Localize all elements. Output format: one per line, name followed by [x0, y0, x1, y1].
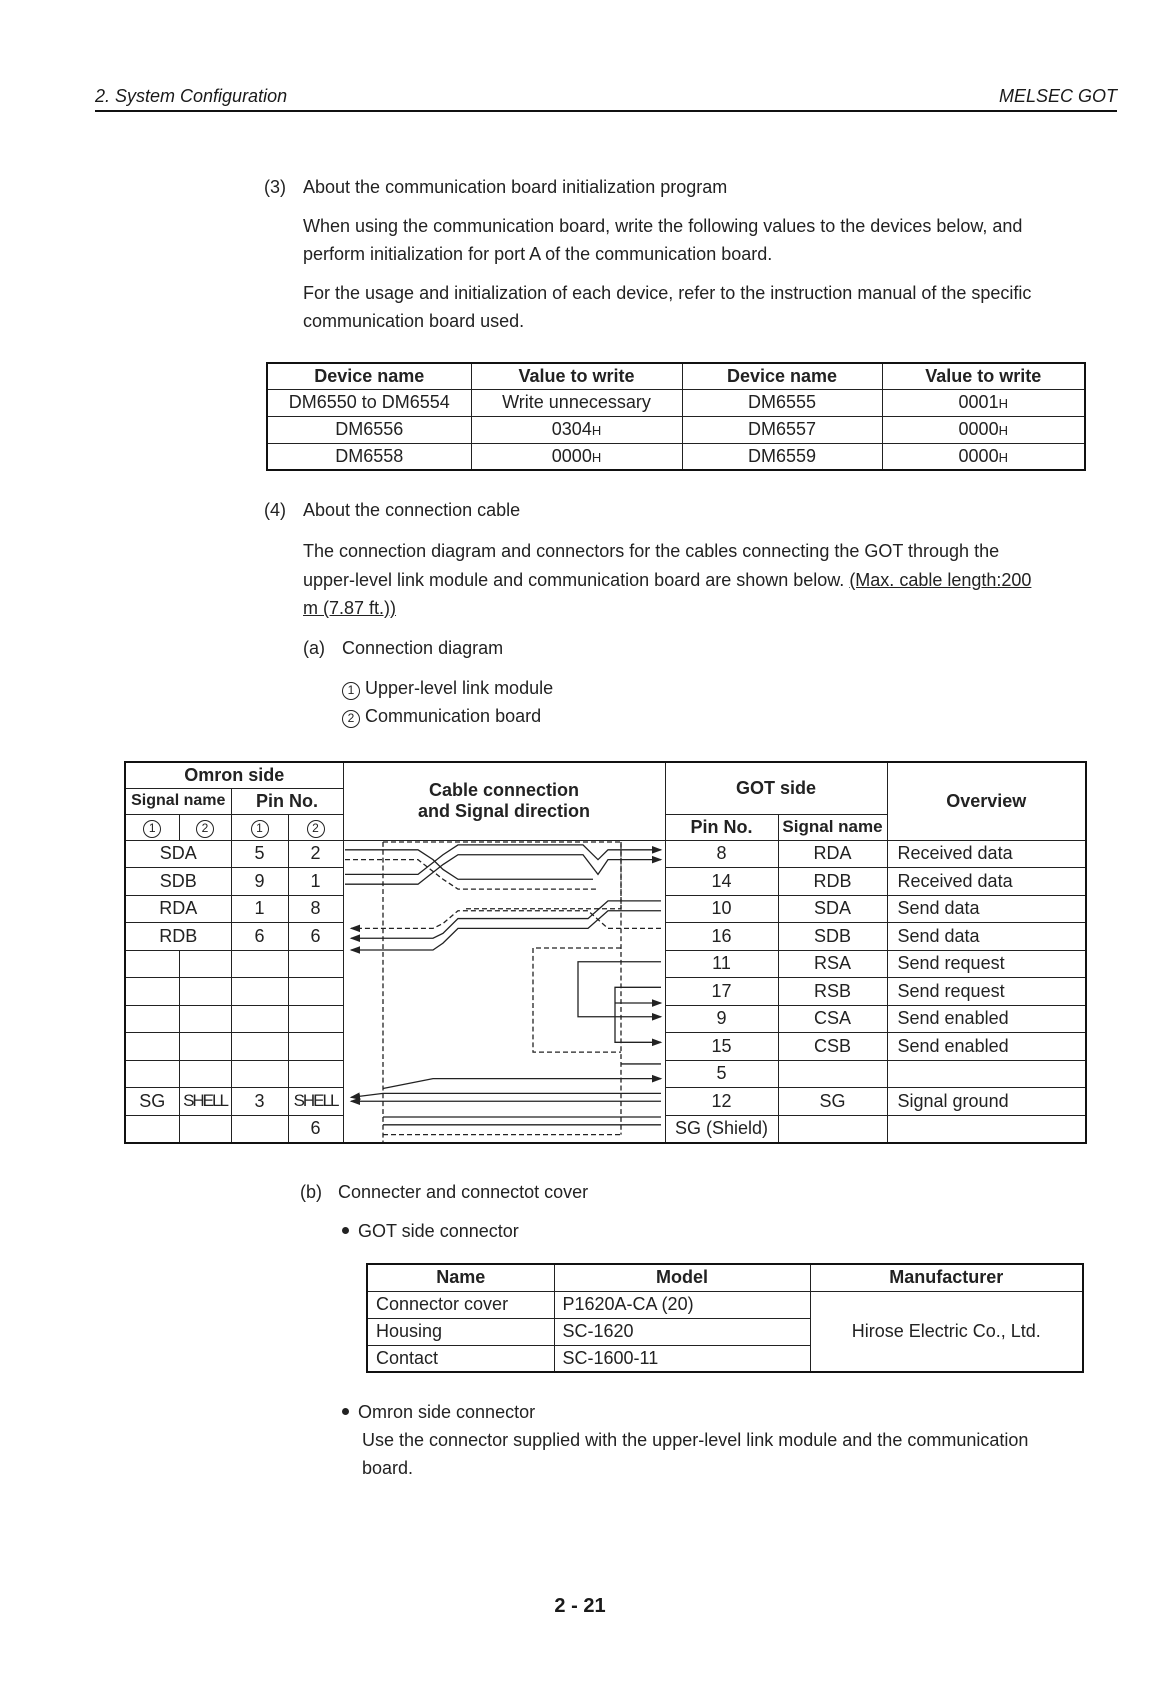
value-cell	[471, 389, 682, 416]
section3-title: About the communication board initialization program	[303, 177, 728, 197]
omron-pin-board-cell	[288, 1060, 343, 1088]
omron-pin-module-cell: 3	[231, 1088, 288, 1116]
omron-signal-module-cell	[125, 1060, 179, 1088]
got-pin-cell: 12	[665, 1088, 778, 1116]
value-cell	[471, 416, 682, 443]
section4-para-line3	[303, 594, 396, 622]
got-side-header: GOT side	[665, 762, 887, 814]
section3-para2-line1: For the usage and initialization of each device, refer to the instruction manual of the specific	[303, 283, 1032, 303]
device-name-cell: DM6555	[682, 389, 882, 416]
omron-pin-board-cell	[288, 978, 343, 1006]
table-row	[267, 389, 1085, 416]
table-header-row	[125, 762, 1086, 788]
overview-cell: Received data	[887, 868, 1086, 896]
got-pin-cell: 14	[665, 868, 778, 896]
value-cell	[882, 443, 1085, 470]
connector-table	[366, 1263, 1084, 1373]
omron-pin-module-cell	[231, 1033, 288, 1061]
omron-signal-board-cell	[179, 1115, 231, 1143]
overview-cell	[887, 1115, 1086, 1143]
got-signal-cell: RDA	[778, 840, 887, 868]
section-header-title: 2. System Configuration	[95, 86, 288, 106]
omron-connector-text-line2: board.	[362, 1458, 414, 1478]
table-row	[367, 1291, 1083, 1318]
omron-pin-board-cell	[288, 1033, 343, 1061]
column-header: Name	[367, 1264, 554, 1291]
omron-signal-cell: SDB	[125, 868, 231, 896]
got-signal-cell: SG	[778, 1088, 887, 1116]
part-name-cell: Connector cover	[367, 1291, 554, 1318]
model-cell: SC-1600-11	[554, 1345, 810, 1372]
device-value-table	[266, 362, 1086, 471]
overview-cell: Send data	[887, 895, 1086, 923]
column-header: Value to write	[882, 363, 1085, 389]
section3-para2-line2: communication board used.	[303, 311, 525, 331]
circled-number-icon: 1	[143, 820, 161, 838]
model-cell: P1620A-CA (20)	[554, 1291, 810, 1318]
got-signal-cell: RSB	[778, 978, 887, 1006]
device-name-cell: DM6556	[267, 416, 471, 443]
bullet-icon	[342, 1408, 349, 1415]
omron-signal-module-cell	[125, 950, 179, 978]
value-text: 0001	[958, 392, 999, 412]
omron-pin-board-cell: 8	[288, 895, 343, 923]
module-column-header	[125, 814, 179, 840]
got-signal-cell: CSB	[778, 1033, 887, 1061]
got-signal-cell: CSA	[778, 1005, 887, 1033]
overview-cell: Send enabled	[887, 1033, 1086, 1061]
product-header-title: MELSEC GOT	[998, 86, 1117, 106]
value-text: 0000	[551, 445, 592, 466]
overview-cell: Send data	[887, 923, 1086, 951]
omron-signal-board-cell	[179, 1033, 231, 1061]
omron-side-header: Omron side	[125, 762, 343, 788]
got-pin-cell: 10	[665, 895, 778, 923]
device-name-cell: DM6557	[682, 416, 882, 443]
omron-pin-module-cell: 6	[231, 923, 288, 951]
legend-text: Upper-level link module	[365, 678, 554, 698]
signal-name-header: Signal name	[125, 788, 231, 814]
got-signal-cell: RSA	[778, 950, 887, 978]
board-column-header	[288, 814, 343, 840]
omron-signal-board-cell	[179, 1005, 231, 1033]
omron-signal-module-cell: SG	[125, 1088, 179, 1116]
omron-pin-board-cell: SHELL	[288, 1088, 343, 1116]
bullet-text: Omron side connector	[358, 1402, 536, 1422]
circled-number-icon: 1	[342, 682, 360, 700]
page-number: 2 - 21	[554, 1595, 606, 1617]
section4-para-text: upper-level link module and communication board are shown below.	[303, 570, 850, 590]
omron-signal-module-cell	[125, 1033, 179, 1061]
section4-para-line1: The connection diagram and connectors for the cables connecting the GOT through the	[303, 541, 1000, 561]
section3-para1-line2: perform initialization for port A of the communication board.	[303, 244, 773, 264]
circled-number-icon: 2	[196, 820, 214, 838]
connection-diagram-table	[124, 761, 1087, 1144]
omron-signal-board-cell	[179, 1060, 231, 1088]
omron-signal-module-cell	[125, 1115, 179, 1143]
legend-item-2	[342, 702, 541, 730]
got-signal-cell	[778, 1115, 887, 1143]
got-signal-cell: SDB	[778, 923, 887, 951]
section4-title: About the connection cable	[303, 500, 521, 520]
omron-pin-module-cell: 1	[231, 895, 288, 923]
omron-signal-cell: SDA	[125, 840, 231, 868]
omron-signal-module-cell	[125, 1005, 179, 1033]
device-name-cell: DM6558	[267, 443, 471, 470]
legend-text: Communication board	[365, 706, 542, 726]
omron-pin-module-cell	[231, 1005, 288, 1033]
device-name-cell: DM6559	[682, 443, 882, 470]
sub-b-title: Connecter and connectot cover	[338, 1182, 589, 1202]
section3-number: (3)	[264, 177, 286, 197]
cable-diagram-cell	[343, 840, 665, 1143]
overview-cell: Send enabled	[887, 1005, 1086, 1033]
omron-pin-module-cell	[231, 1115, 288, 1143]
column-header: Device name	[267, 363, 471, 389]
value-cell	[882, 416, 1085, 443]
got-pin-cell: 15	[665, 1033, 778, 1061]
hex-suffix: H	[591, 423, 602, 438]
omron-pin-board-cell	[288, 950, 343, 978]
section4-number: (4)	[264, 500, 286, 520]
omron-pin-board-cell: 6	[288, 923, 343, 951]
overview-cell: Send request	[887, 950, 1086, 978]
omron-pin-board-cell	[288, 1005, 343, 1033]
table-header-row	[267, 363, 1085, 389]
got-signal-cell: SDA	[778, 895, 887, 923]
bullet-text: GOT side connector	[358, 1221, 519, 1241]
overview-cell: Send request	[887, 978, 1086, 1006]
value-text: Write unnecessary	[502, 392, 651, 412]
table-header-row	[367, 1264, 1083, 1291]
omron-pin-module-cell	[231, 1060, 288, 1088]
circled-number-icon: 1	[251, 820, 269, 838]
omron-signal-cell: RDA	[125, 895, 231, 923]
overview-header: Overview	[887, 762, 1086, 840]
omron-pin-module-cell	[231, 950, 288, 978]
table-row	[125, 840, 1086, 868]
cable-header-line2: and Signal direction	[417, 801, 591, 822]
omron-connector-text-line1: Use the connector supplied with the upper-level link module and the communication	[362, 1430, 1029, 1450]
sub-a-title: Connection diagram	[342, 638, 504, 658]
hex-suffix: H	[998, 423, 1008, 438]
column-header: Manufacturer	[810, 1264, 1083, 1291]
value-cell	[471, 443, 682, 470]
max-cable-length-note-cont: m (7.87 ft.))	[303, 598, 397, 618]
model-cell: SC-1620	[554, 1318, 810, 1345]
table-row	[267, 416, 1085, 443]
omron-connector-bullet	[342, 1398, 535, 1426]
cable-header-line1: Cable connection	[428, 780, 580, 801]
column-header: Device name	[682, 363, 882, 389]
bullet-icon	[342, 1227, 349, 1234]
overview-cell: Received data	[887, 840, 1086, 868]
omron-signal-board-cell	[179, 978, 231, 1006]
omron-pin-board-cell: 1	[288, 868, 343, 896]
omron-signal-board-cell: SHELL	[179, 1088, 231, 1116]
board-column-header	[179, 814, 231, 840]
got-pin-cell: 5	[665, 1060, 778, 1088]
column-header: Value to write	[471, 363, 682, 389]
page-header	[95, 86, 1117, 112]
device-name-cell: DM6550 to DM6554	[267, 389, 471, 416]
value-cell	[882, 389, 1085, 416]
sub-a-label: (a)	[303, 638, 325, 658]
overview-cell: Signal ground	[887, 1088, 1086, 1116]
hex-suffix: H	[998, 449, 1008, 465]
omron-pin-board-cell: 6	[288, 1115, 343, 1143]
part-name-cell: Housing	[367, 1318, 554, 1345]
omron-signal-board-cell	[179, 950, 231, 978]
manufacturer-cell: Hirose Electric Co., Ltd.	[810, 1291, 1083, 1372]
section4-para-line2	[303, 566, 1031, 594]
circled-number-icon: 2	[342, 710, 360, 728]
got-pin-cell: 17	[665, 978, 778, 1006]
got-signal-cell	[778, 1060, 887, 1088]
module-column-header	[231, 814, 288, 840]
overview-cell	[887, 1060, 1086, 1088]
sub-b-label: (b)	[300, 1182, 322, 1202]
omron-signal-cell: RDB	[125, 923, 231, 951]
omron-pin-board-cell: 2	[288, 840, 343, 868]
cable-connection-header	[343, 762, 665, 840]
value-text: 0304	[551, 419, 592, 439]
section3-para1-line1: When using the communication board, write the following values to the devices below, and	[303, 216, 1023, 236]
hex-suffix: H	[591, 449, 602, 465]
got-signal-name-header: Signal name	[778, 814, 887, 840]
got-pin-cell: 9	[665, 1005, 778, 1033]
got-connector-bullet	[342, 1217, 519, 1245]
hex-suffix: H	[998, 396, 1008, 411]
got-pin-no-header: Pin No.	[665, 814, 778, 840]
got-signal-cell: RDB	[778, 868, 887, 896]
got-pin-cell: 16	[665, 923, 778, 951]
omron-pin-module-cell: 9	[231, 868, 288, 896]
got-pin-cell: 8	[665, 840, 778, 868]
part-name-cell: Contact	[367, 1345, 554, 1372]
omron-signal-module-cell	[125, 978, 179, 1006]
column-header: Model	[554, 1264, 810, 1291]
legend-item-1	[342, 674, 553, 702]
value-text: 0000	[958, 419, 999, 439]
pin-no-header: Pin No.	[231, 788, 343, 814]
got-pin-cell: SG (Shield)	[665, 1115, 778, 1143]
omron-pin-module-cell: 5	[231, 840, 288, 868]
got-pin-cell: 11	[665, 950, 778, 978]
max-cable-length-note: (Max. cable length:200	[849, 570, 1032, 590]
value-text: 0000	[958, 445, 999, 466]
table-row	[267, 443, 1085, 470]
circled-number-icon: 2	[307, 820, 325, 838]
omron-pin-module-cell	[231, 978, 288, 1006]
